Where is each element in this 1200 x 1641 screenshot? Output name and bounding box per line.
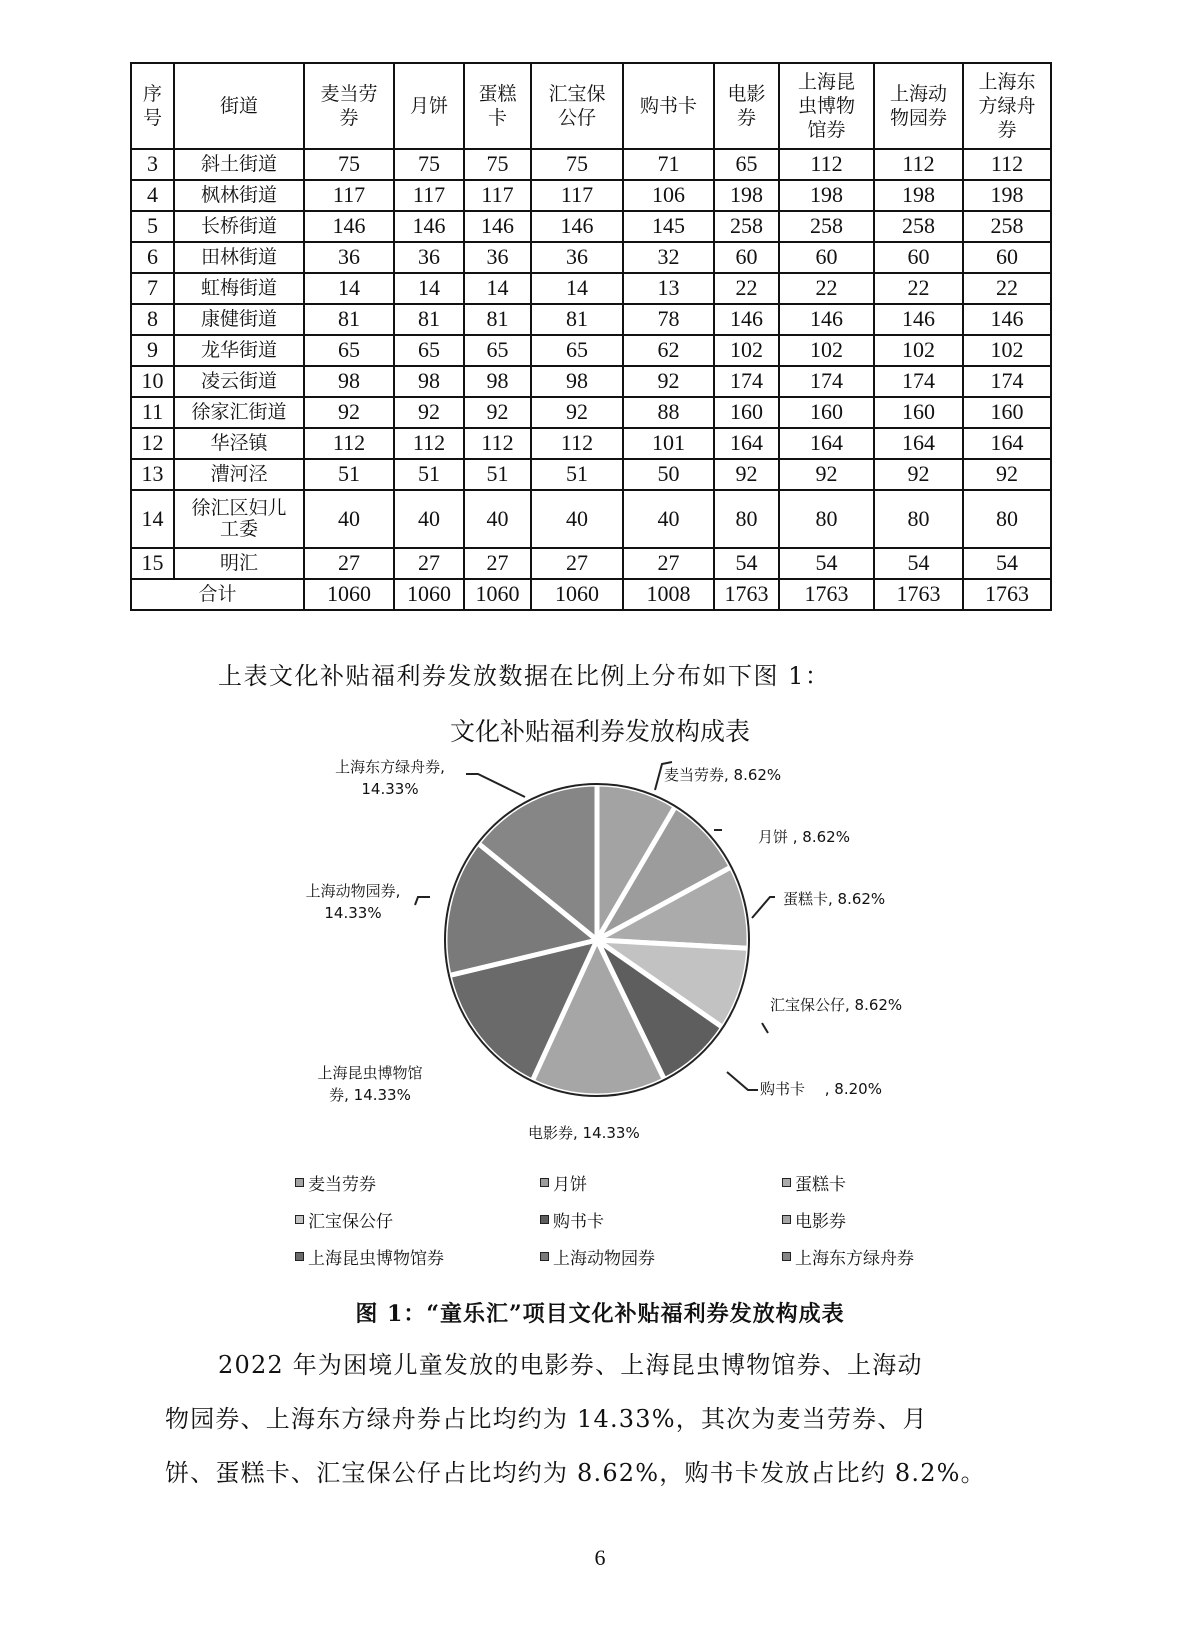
- table-cell: 146: [779, 304, 874, 335]
- legend-swatch-icon: [295, 1178, 304, 1187]
- table-cell: 174: [779, 366, 874, 397]
- legend-item: [540, 1244, 655, 1269]
- pie-data-label: 上海昆虫博物馆 券, 14.33%: [317, 1064, 423, 1104]
- table-cell: 174: [714, 366, 779, 397]
- legend-label: 月饼: [553, 1175, 587, 1195]
- table-cell: 65: [714, 149, 779, 180]
- table-cell: 92: [874, 459, 963, 490]
- table-cell: 102: [874, 335, 963, 366]
- table-cell: 146: [714, 304, 779, 335]
- legend-item: [782, 1207, 846, 1232]
- legend-item: [295, 1207, 393, 1232]
- table-cell: 80: [779, 490, 874, 548]
- legend-swatch-icon: [782, 1215, 791, 1224]
- table-cell: 27: [304, 548, 394, 579]
- table-cell: 81: [464, 304, 531, 335]
- table-cell: 22: [874, 273, 963, 304]
- table-cell: 75: [394, 149, 464, 180]
- table-cell: 60: [779, 242, 874, 273]
- legend-label: 购书卡: [553, 1212, 604, 1232]
- table-cell: 22: [963, 273, 1051, 304]
- table-cell: 160: [714, 397, 779, 428]
- table-cell: 112: [464, 428, 531, 459]
- table-cell: 146: [874, 304, 963, 335]
- table-cell: 22: [714, 273, 779, 304]
- street-name: 斜土街道: [174, 149, 304, 180]
- table-cell: 40: [531, 490, 623, 548]
- legend-swatch-icon: [540, 1252, 549, 1261]
- leader-line: [762, 1023, 768, 1033]
- table-cell: 40: [464, 490, 531, 548]
- row-number: 8: [131, 304, 174, 335]
- legend-item: [295, 1244, 444, 1269]
- table-cell: 102: [714, 335, 779, 366]
- table-cell: 62: [623, 335, 714, 366]
- pie-data-label: 上海动物园券, 14.33%: [305, 882, 401, 922]
- legend-swatch-icon: [295, 1215, 304, 1224]
- street-name: 徐家汇街道: [174, 397, 304, 428]
- table-cell: 51: [531, 459, 623, 490]
- column-header: 蛋糕 卡: [464, 63, 531, 149]
- table-cell: 88: [623, 397, 714, 428]
- table-cell: 145: [623, 211, 714, 242]
- legend-label: 上海动物园券: [553, 1249, 655, 1269]
- table-cell: 27: [464, 548, 531, 579]
- column-header: 上海动 物园券: [874, 63, 963, 149]
- table-cell: 258: [963, 211, 1051, 242]
- body-paragraph-line: 物园券、上海东方绿舟券占比均约为 14.33%，其次为麦当劳券、月: [165, 1405, 928, 1433]
- row-number: 12: [131, 428, 174, 459]
- street-name: 长桥街道: [174, 211, 304, 242]
- table-cell: 146: [531, 211, 623, 242]
- table-cell: 146: [464, 211, 531, 242]
- table-cell: 117: [464, 180, 531, 211]
- legend-label: 汇宝保公仔: [308, 1212, 393, 1232]
- street-name: 康健街道: [174, 304, 304, 335]
- body-paragraph-line: 饼、蛋糕卡、汇宝保公仔占比均约为 8.62%，购书卡发放占比约 8.2%。: [165, 1459, 986, 1487]
- street-name: 漕河泾: [174, 459, 304, 490]
- table-cell: 117: [531, 180, 623, 211]
- total-cell: 1060: [464, 579, 531, 610]
- table-cell: 22: [779, 273, 874, 304]
- table-cell: 36: [394, 242, 464, 273]
- legend-item: [295, 1170, 376, 1195]
- table-cell: 81: [531, 304, 623, 335]
- table-cell: 112: [963, 149, 1051, 180]
- intro-paragraph: 上表文化补贴福利券发放数据在比例上分布如下图 1：: [218, 662, 831, 690]
- table-cell: 164: [714, 428, 779, 459]
- row-number: 9: [131, 335, 174, 366]
- table-cell: 98: [304, 366, 394, 397]
- row-number: 13: [131, 459, 174, 490]
- legend-label: 上海昆虫博物馆券: [308, 1249, 444, 1269]
- table-cell: 92: [464, 397, 531, 428]
- table-cell: 13: [623, 273, 714, 304]
- legend-label: 电影券: [795, 1212, 846, 1232]
- legend-item: [540, 1207, 604, 1232]
- page-number: 6: [594, 1545, 606, 1570]
- table-cell: 75: [464, 149, 531, 180]
- column-header: 上海昆 虫博物 馆券: [779, 63, 874, 149]
- pie-data-label: 购书卡 , 8.20%: [760, 1080, 882, 1098]
- table-cell: 198: [874, 180, 963, 211]
- table-cell: 54: [779, 548, 874, 579]
- column-header: 月饼: [394, 63, 464, 149]
- table-cell: 14: [464, 273, 531, 304]
- table-cell: 146: [394, 211, 464, 242]
- table-cell: 98: [464, 366, 531, 397]
- table-cell: 258: [874, 211, 963, 242]
- total-cell: 1060: [304, 579, 394, 610]
- legend-swatch-icon: [540, 1215, 549, 1224]
- pie-data-label: 电影券, 14.33%: [528, 1124, 640, 1142]
- total-cell: 1060: [531, 579, 623, 610]
- table-cell: 92: [531, 397, 623, 428]
- table-cell: 27: [394, 548, 464, 579]
- street-name: 徐汇区妇儿 工委: [174, 490, 304, 548]
- row-number: 6: [131, 242, 174, 273]
- street-name: 凌云街道: [174, 366, 304, 397]
- table-cell: 112: [394, 428, 464, 459]
- table-cell: 106: [623, 180, 714, 211]
- row-number: 7: [131, 273, 174, 304]
- table-cell: 164: [963, 428, 1051, 459]
- table-cell: 92: [779, 459, 874, 490]
- table-cell: 98: [394, 366, 464, 397]
- total-cell: 1763: [779, 579, 874, 610]
- table-cell: 27: [623, 548, 714, 579]
- table-cell: 51: [464, 459, 531, 490]
- table-cell: 112: [779, 149, 874, 180]
- row-number: 5: [131, 211, 174, 242]
- table-cell: 102: [963, 335, 1051, 366]
- pie-data-label: 月饼 , 8.62%: [758, 828, 850, 846]
- table-cell: 65: [531, 335, 623, 366]
- table-cell: 65: [464, 335, 531, 366]
- table-cell: 258: [779, 211, 874, 242]
- street-name: 田林街道: [174, 242, 304, 273]
- total-cell: 1763: [963, 579, 1051, 610]
- total-cell: 1060: [394, 579, 464, 610]
- table-cell: 40: [394, 490, 464, 548]
- row-number: 11: [131, 397, 174, 428]
- table-cell: 60: [874, 242, 963, 273]
- legend-item: [540, 1170, 587, 1195]
- legend-swatch-icon: [540, 1178, 549, 1187]
- row-number: 14: [131, 490, 174, 548]
- column-header: 电影 券: [714, 63, 779, 149]
- table-cell: 65: [304, 335, 394, 366]
- table-cell: 51: [304, 459, 394, 490]
- street-name: 龙华街道: [174, 335, 304, 366]
- table-cell: 101: [623, 428, 714, 459]
- table-cell: 164: [874, 428, 963, 459]
- legend-label: 上海东方绿舟券: [795, 1249, 914, 1269]
- street-name: 虹梅街道: [174, 273, 304, 304]
- legend-item: [782, 1170, 846, 1195]
- table-cell: 14: [394, 273, 464, 304]
- table-cell: 92: [963, 459, 1051, 490]
- table-cell: 160: [779, 397, 874, 428]
- table-cell: 51: [394, 459, 464, 490]
- pie-data-label: 蛋糕卡, 8.62%: [783, 890, 886, 908]
- table-cell: 198: [963, 180, 1051, 211]
- table-cell: 14: [304, 273, 394, 304]
- table-cell: 102: [779, 335, 874, 366]
- table-cell: 174: [874, 366, 963, 397]
- figure-caption: 图 1：“童乐汇”项目文化补贴福利券发放构成表: [355, 1301, 845, 1327]
- table-cell: 80: [714, 490, 779, 548]
- table-cell: 164: [779, 428, 874, 459]
- table-cell: 174: [963, 366, 1051, 397]
- legend-swatch-icon: [295, 1252, 304, 1261]
- street-name: 枫林街道: [174, 180, 304, 211]
- table-cell: 80: [874, 490, 963, 548]
- table-cell: 14: [531, 273, 623, 304]
- table-cell: 60: [963, 242, 1051, 273]
- row-number: 3: [131, 149, 174, 180]
- total-cell: 1763: [874, 579, 963, 610]
- table-cell: 198: [779, 180, 874, 211]
- table-cell: 112: [304, 428, 394, 459]
- legend-label: 蛋糕卡: [795, 1175, 846, 1195]
- street-name: 华泾镇: [174, 428, 304, 459]
- table-cell: 81: [304, 304, 394, 335]
- table-cell: 92: [623, 366, 714, 397]
- table-cell: 27: [531, 548, 623, 579]
- table-cell: 36: [531, 242, 623, 273]
- table-cell: 81: [394, 304, 464, 335]
- table-cell: 50: [623, 459, 714, 490]
- table-cell: 54: [874, 548, 963, 579]
- total-cell: 1008: [623, 579, 714, 610]
- table-cell: 65: [394, 335, 464, 366]
- legend-swatch-icon: [782, 1178, 791, 1187]
- table-cell: 71: [623, 149, 714, 180]
- total-cell: 1763: [714, 579, 779, 610]
- table-cell: 92: [394, 397, 464, 428]
- table-cell: 60: [714, 242, 779, 273]
- table-cell: 75: [304, 149, 394, 180]
- column-header: 购书卡: [623, 63, 714, 149]
- table-cell: 80: [963, 490, 1051, 548]
- leader-line: [466, 774, 525, 797]
- table-cell: 117: [304, 180, 394, 211]
- table-cell: 98: [531, 366, 623, 397]
- legend-label: 麦当劳券: [308, 1175, 376, 1195]
- table-cell: 36: [304, 242, 394, 273]
- table-cell: 92: [304, 397, 394, 428]
- leader-line: [727, 1072, 758, 1090]
- table-cell: 258: [714, 211, 779, 242]
- pie-data-label: 汇宝保公仔, 8.62%: [770, 996, 903, 1014]
- table-cell: 36: [464, 242, 531, 273]
- table-cell: 54: [714, 548, 779, 579]
- table-cell: 54: [963, 548, 1051, 579]
- chart-title: 文化补贴福利券发放构成表: [449, 717, 750, 746]
- leader-line: [752, 897, 775, 918]
- table-cell: 78: [623, 304, 714, 335]
- street-name: 明汇: [174, 548, 304, 579]
- column-header: 汇宝保 公仔: [531, 63, 623, 149]
- table-cell: 160: [874, 397, 963, 428]
- table-cell: 112: [874, 149, 963, 180]
- table-cell: 160: [963, 397, 1051, 428]
- table-cell: 75: [531, 149, 623, 180]
- table-cell: 40: [623, 490, 714, 548]
- pie-data-label: 麦当劳券, 8.62%: [664, 766, 782, 784]
- column-header: 街道: [174, 63, 304, 149]
- table-cell: 32: [623, 242, 714, 273]
- column-header: 麦当劳 券: [304, 63, 394, 149]
- row-number: 4: [131, 180, 174, 211]
- table-cell: 92: [714, 459, 779, 490]
- table-cell: 146: [963, 304, 1051, 335]
- row-number: 15: [131, 548, 174, 579]
- legend-item: [782, 1244, 914, 1269]
- row-number: 10: [131, 366, 174, 397]
- legend-swatch-icon: [782, 1252, 791, 1261]
- table-cell: 198: [714, 180, 779, 211]
- column-header: 序 号: [131, 63, 174, 149]
- table-cell: 40: [304, 490, 394, 548]
- table-cell: 112: [531, 428, 623, 459]
- table-cell: 117: [394, 180, 464, 211]
- body-paragraph-line: 2022 年为困境儿童发放的电影券、上海昆虫博物馆券、上海动: [218, 1351, 923, 1379]
- pie-data-label: 上海东方绿舟券, 14.33%: [335, 758, 445, 798]
- total-label: 合计: [131, 579, 304, 610]
- table-cell: 146: [304, 211, 394, 242]
- column-header: 上海东 方绿舟 券: [963, 63, 1051, 149]
